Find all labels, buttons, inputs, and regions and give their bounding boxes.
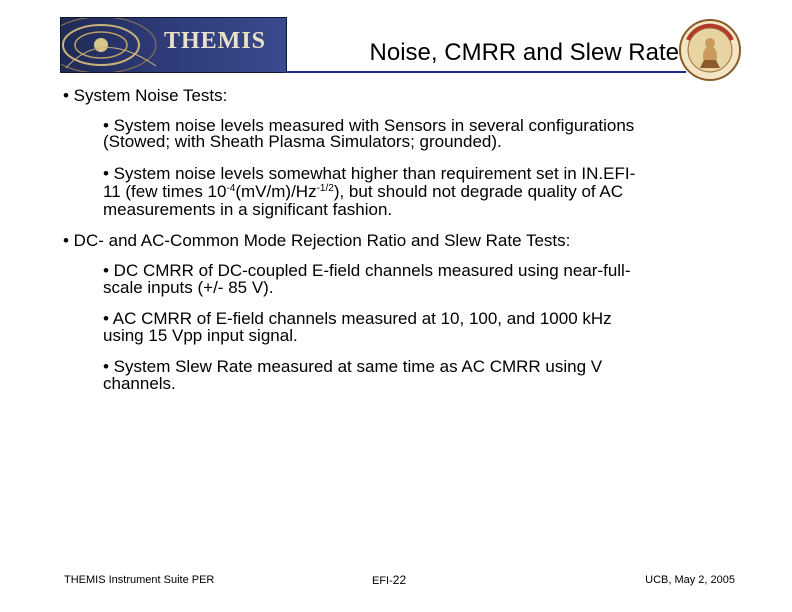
footer-page-number bbox=[372, 573, 406, 587]
sub-bullet-text: • System noise levels measured with Sensors in several configurations bbox=[103, 116, 635, 135]
sub-bullet-text: • System noise levels somewhat higher than requirement set in IN.EFI- bbox=[103, 164, 636, 183]
superscript-exponent: -4 bbox=[226, 183, 236, 194]
footer-left: THEMIS Instrument Suite PER bbox=[64, 574, 215, 586]
themis-logo-banner bbox=[60, 17, 287, 73]
bullet-system-noise-tests: • System Noise Tests: bbox=[63, 86, 228, 105]
logo-text: THEMIS bbox=[164, 28, 267, 54]
bullet-cmrr-slew-rate-tests: • DC- and AC-Common Mode Rejection Ratio and Slew Rate Tests: bbox=[63, 231, 571, 250]
sub-bullet-text: measurements in a significant fashion. bbox=[103, 200, 393, 219]
themis-mission-emblem-icon bbox=[678, 18, 742, 82]
sub-bullet-text: channels. bbox=[103, 374, 176, 393]
footer-page-value: 22 bbox=[392, 573, 407, 587]
text-run: ), but should not degrade quality of AC bbox=[333, 182, 624, 201]
sub-bullet-text: • DC CMRR of DC-coupled E-field channels measured using near-full- bbox=[103, 261, 631, 280]
sub-bullet-text: using 15 Vpp input signal. bbox=[103, 326, 298, 345]
sub-bullet-text: scale inputs (+/- 85 V). bbox=[103, 278, 274, 297]
footer-page-prefix: EFI- bbox=[372, 575, 393, 587]
title-underline bbox=[285, 71, 686, 73]
slide-title: Noise, CMRR and Slew Rate bbox=[369, 39, 679, 66]
footer-right: UCB, May 2, 2005 bbox=[645, 574, 735, 586]
sub-bullet-text-with-superscripts bbox=[103, 184, 623, 200]
sub-bullet-text: (Stowed; with Sheath Plasma Simulators; grounded). bbox=[103, 132, 502, 151]
text-run: 11 (few times 10 bbox=[103, 182, 227, 201]
sub-bullet-text: • AC CMRR of E-field channels measured at 10, 100, and 1000 kHz bbox=[103, 309, 612, 328]
sub-bullet-text: • System Slew Rate measured at same time as AC CMRR using V bbox=[103, 357, 603, 376]
text-run: (mV/m)/Hz bbox=[235, 182, 317, 201]
superscript-exponent: -1/2 bbox=[316, 183, 334, 194]
